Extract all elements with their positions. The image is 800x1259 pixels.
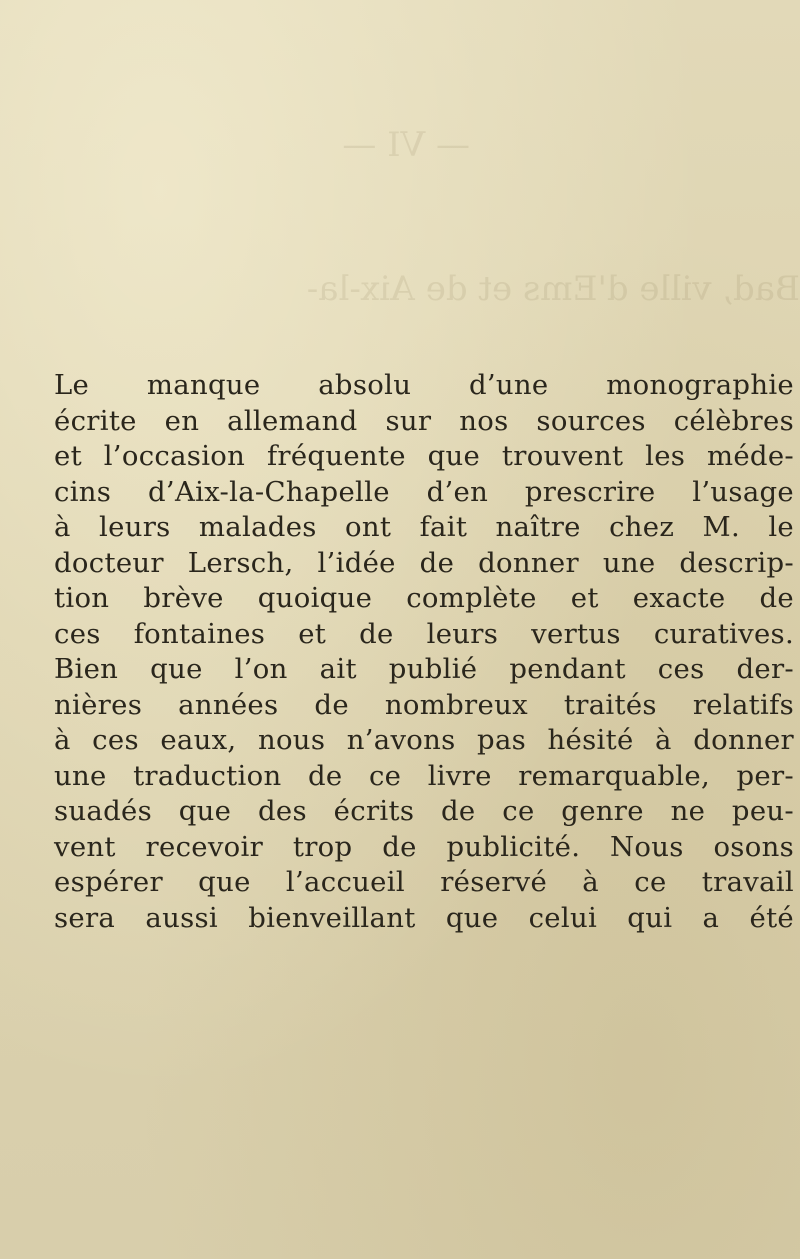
text-line: une traduction de ce livre remarquable, per-: [54, 759, 794, 792]
text-line: docteur Lersch, l’idée de donner une descrip-: [54, 546, 794, 579]
text-line: nières années de nombreux traités relatifs: [54, 688, 794, 721]
text-line: à leurs malades ont fait naître chez M. le: [54, 511, 794, 543]
text-line: ces fontaines et de leurs vertus curatives.: [54, 617, 794, 650]
text-line: tion brève quoique complète et exacte de: [54, 582, 794, 614]
text-line: cins d’Aix-la-Chapelle d’en prescrire l’usage: [54, 475, 794, 508]
text-line: espérer que l’accueil réservé à ce travail: [54, 866, 794, 898]
bleed-line: Bad, ville d'Ems et de Aix-la-: [306, 269, 800, 309]
text-line: à ces eaux, nous n’avons pas hésité à donner: [54, 724, 794, 756]
text-line: sera aussi bienveillant que celui qui a été: [54, 901, 794, 934]
text-line: Le manque absolu d’une monographie: [54, 369, 794, 401]
text-line: vent recevoir trop de publicité. Nous osons: [54, 830, 794, 863]
bleed-through-text: [40, 25, 800, 385]
text-line: écrite en allemand sur nos sources célèbres: [54, 404, 794, 437]
text-line: Bien que l’on ait publié pendant ces der-: [54, 653, 794, 685]
bleed-line: — VI —: [342, 125, 470, 165]
paragraph: [54, 368, 794, 936]
text-line: suadés que des écrits de ce genre ne peu-: [54, 795, 794, 827]
text-line: et l’occasion fréquente que trouvent les méde-: [54, 440, 794, 472]
